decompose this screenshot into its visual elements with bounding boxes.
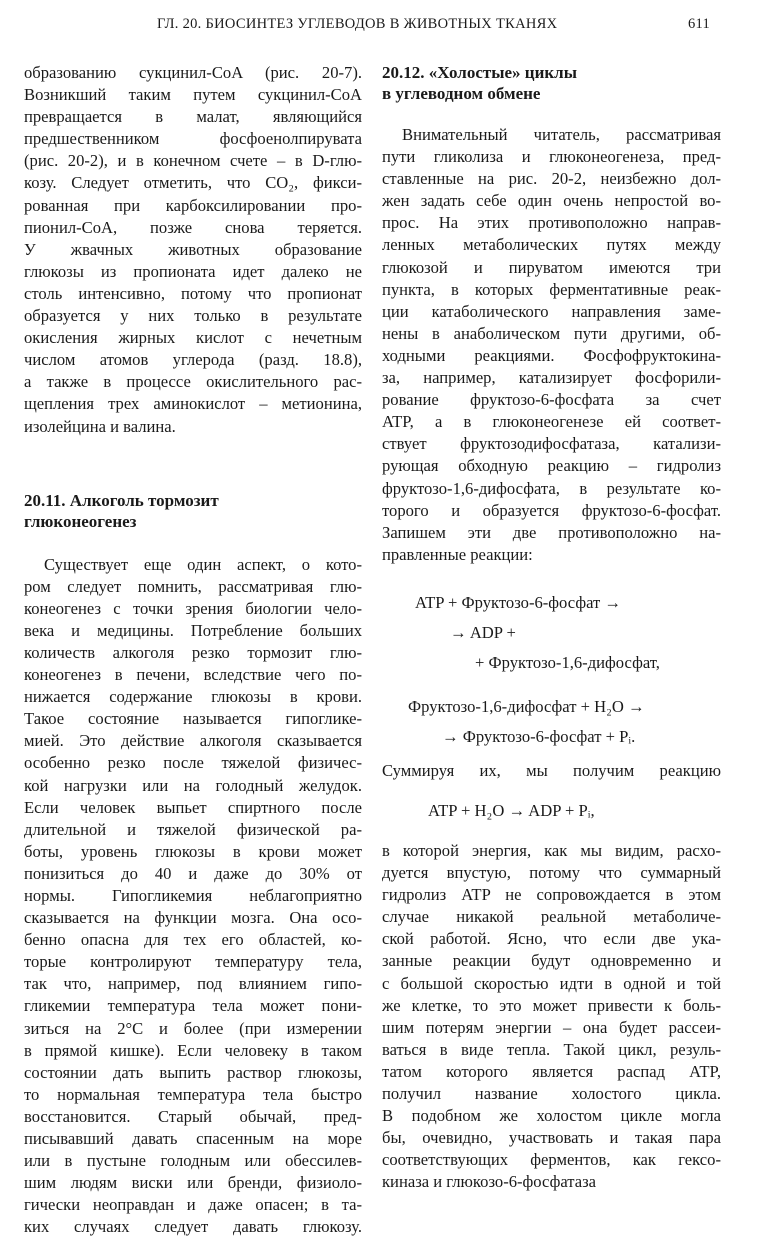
text-line: татом которого является распад ATP, xyxy=(382,1061,721,1081)
text-line: или в пустыне голодным или обессилев- xyxy=(24,1151,362,1171)
text-line: ких случаях следует давать глюкозу. xyxy=(24,1217,362,1237)
text-line: Возникший таким путем сукцинил-CoA xyxy=(24,85,362,105)
section-heading-20-11 xyxy=(24,490,362,532)
text-line: так что, например, под влиянием гипо- xyxy=(24,974,362,994)
left-column xyxy=(24,62,362,1239)
equation-2 xyxy=(382,692,721,752)
text-line: соответствующих ферментов, как гексо- xyxy=(382,1150,721,1170)
text-line: ции катаболического направления заме- xyxy=(382,301,721,321)
running-header xyxy=(0,16,775,40)
text-line: зиться на 2°C и более (при измерении xyxy=(24,1018,362,1038)
text-line: а также в процессе окислительного рас- xyxy=(24,372,362,392)
intro-paragraph xyxy=(24,62,362,438)
after-equation-paragraph xyxy=(382,840,721,1194)
text-line: нормы. Гипогликемия неблагоприятно xyxy=(24,886,362,905)
text-line: правленные реакции: xyxy=(382,544,533,564)
text-line: ром следует помнить, рассматривая глю- xyxy=(24,576,362,596)
text-line: случае никакой реальной метаболиче- xyxy=(382,907,721,927)
text-line: ленных метаболических путях между xyxy=(382,235,721,255)
heading-line: в углеводном обмене xyxy=(382,84,541,103)
text-line: числом атомов углерода (разд. 18.8), xyxy=(24,350,362,370)
text-line: ваться в виде тепла. Такой цикл, резуль- xyxy=(382,1039,721,1059)
text-line: (рис. 20-2), и в конечном счете – в D-глю- xyxy=(24,151,362,171)
text-line: восстановится. Старый обычай, пред- xyxy=(24,1106,362,1126)
text-line: же клетке, то это может привести к боль- xyxy=(382,995,721,1015)
text-line: боты, уровень глюкозы в крови может xyxy=(24,841,362,861)
summary-line: Суммируя их, мы получим реакцию xyxy=(382,760,721,780)
text-line: окисления жирных кислот с нечетным xyxy=(24,328,362,348)
text-line: века и медицины. Потребление больших xyxy=(24,620,362,640)
text-line: получил название холостого цикла. xyxy=(382,1084,721,1103)
heading-line: 20.11. Алкоголь тормозит xyxy=(24,490,219,510)
section-heading-20-12 xyxy=(382,62,721,104)
equation-line: → Фруктозо-6-фосфат + Pᵢ. xyxy=(442,726,636,746)
text-line: шим людям виски или бренди, физиоло- xyxy=(24,1173,362,1193)
text-line: то нормальная температура тела быстро xyxy=(24,1084,362,1104)
equation-line: ATP + Фруктозо-6-фосфат → xyxy=(415,592,622,612)
text-line: бы, очевидно, участвовать и такая пара xyxy=(382,1128,721,1148)
text-line: В подобном же холостом цикле могла xyxy=(382,1106,721,1126)
text-line: Такое состояние называется гипоглике- xyxy=(24,709,362,729)
text-line: рование фруктозо-6-фосфата за счет xyxy=(382,390,721,410)
text-line: в которой энергия, как мы видим, расхо- xyxy=(382,840,721,860)
text-line: торые контролируют температуру тела, xyxy=(24,952,362,972)
text-line: за, например, катализирует фосфорили- xyxy=(382,368,721,388)
text-line: ходными реакциями. Фосфофруктокина- xyxy=(382,345,721,365)
text-line: количеств алкоголя резко тормозит глю- xyxy=(24,642,362,662)
text-line: ствует фруктозодифосфатаза, катализи- xyxy=(382,434,721,454)
text-line: гликемии температура тела может пони- xyxy=(24,996,362,1016)
heading-line: 20.12. «Холостые» циклы xyxy=(382,63,577,82)
text-line: глюкозой и пируватом имеются три xyxy=(382,257,721,277)
text-line: Внимательный читатель, рассматривая xyxy=(402,125,721,144)
page-number: 611 xyxy=(688,16,711,32)
text-line: писывавший давать спасенным на море xyxy=(24,1129,362,1149)
futile-cycle-paragraph xyxy=(382,124,721,566)
text-line: состоянии дать выпить раствор глюкозы, xyxy=(24,1062,362,1082)
text-line: изолейцина и валина. xyxy=(24,416,176,436)
text-line: торого и образуется фруктозо-6-фосфат. xyxy=(382,500,721,520)
text-line: щепления трех аминокислот – метионина, xyxy=(24,394,362,414)
text-line: пионил-CoA, позже снова теряется. xyxy=(24,217,362,237)
text-line: жен задать себе один очень непростой во- xyxy=(382,191,721,211)
text-line: конеогенез в печени, вследствие чего по- xyxy=(24,665,362,685)
text-line: в прямой кишке). Если человеку в таком xyxy=(24,1040,362,1060)
text-line: ATP, а в глюконеогенезе ей соответ- xyxy=(382,412,721,432)
text-line: кой нагрузки или на голодный желудок. xyxy=(24,775,362,795)
text-line: образуется у них только в результате xyxy=(24,306,362,326)
text-line: прос. На этих противоположно направ- xyxy=(382,213,721,233)
text-line: Существует еще один аспект, о кото- xyxy=(44,554,362,574)
text-line: столь интенсивно, потому что пропионат xyxy=(24,283,362,303)
text-line: Если человек выпьет спиртного после xyxy=(24,797,362,817)
text-line: шим потерям энергии – она будет рассеи- xyxy=(382,1017,721,1037)
text-line: ставленные на рис. 20-2, неизбежно дол- xyxy=(382,169,721,189)
text-line: глюкозы из пропионата идет далеко не xyxy=(24,261,362,281)
text-line: Запишем эти две противоположно на- xyxy=(382,522,721,542)
heading-line: глюконеогенез xyxy=(24,511,137,531)
equation-line: → ADP + xyxy=(450,622,516,642)
equation-line: + Фруктозо-1,6-дифосфат, xyxy=(475,652,660,672)
text-line: бенно опасна для тех его областей, ко- xyxy=(24,930,362,950)
equation-1 xyxy=(382,588,721,678)
text-line: образованию сукцинил-CoA (рис. 20-7). xyxy=(24,63,362,82)
text-line: ской работой. Ясно, что если две ука- xyxy=(382,929,721,949)
text-line: занные реакции будут одновременно и xyxy=(382,951,721,971)
text-line: предшественником фосфоенолпирувата xyxy=(24,129,362,149)
text-line: с большой скоростью идти в одной и той xyxy=(382,973,721,993)
chapter-title: ГЛ. 20. БИОСИНТЕЗ УГЛЕВОДОВ В ЖИВОТНЫХ ТКАНЯХ xyxy=(157,16,558,32)
text-line: конеогенез с точки зрения биологии чело- xyxy=(24,598,362,618)
equation-line: Фруктозо-1,6-дифосфат + H₂O → xyxy=(408,696,645,716)
text-line: мией. Это действие алкоголя сказывается xyxy=(24,731,362,751)
text-line: сказывается на функции мозга. Она осо- xyxy=(24,908,362,928)
text-line: понизиться до 40 и даже до 30% от xyxy=(24,863,362,883)
text-line: дуется впустую, потому что суммарный xyxy=(382,863,721,883)
text-line: длительной и тяжелой физической ра- xyxy=(24,819,362,839)
text-line: гидролиз ATP не сопровождается в этом xyxy=(382,885,721,905)
text-line: пункта, в которых ферментативные реак- xyxy=(382,279,721,299)
right-column xyxy=(382,62,721,1193)
text-line: гически неоправдан и даже опасен; в та- xyxy=(24,1195,362,1215)
text-line: нены в анаболическом пути другими, об- xyxy=(382,323,721,343)
text-line: фруктозо-1,6-дифосфата, в результате ко- xyxy=(382,478,721,498)
alcohol-paragraph xyxy=(24,554,362,1239)
text-line: особенно резко после тяжелой физичес- xyxy=(24,753,362,773)
text-line: козу. Следует отметить, что CO₂, фикси- xyxy=(24,173,362,193)
text-line: рованная при карбоксилировании про- xyxy=(24,195,362,215)
text-line: превращается в малат, являющийся xyxy=(24,107,362,127)
equation-3: ATP + H₂O → ADP + Pᵢ, xyxy=(428,800,595,820)
text-line: пути гликолиза и глюконеогенеза, пред- xyxy=(382,147,721,167)
text-line: нижается содержание глюкозы в крови. xyxy=(24,687,362,707)
text-line: У жвачных животных образование xyxy=(24,239,362,259)
text-line: рующая обходную реакцию – гидролиз xyxy=(382,456,721,476)
text-line: киназа и глюкозо-6-фосфатаза xyxy=(382,1172,597,1192)
